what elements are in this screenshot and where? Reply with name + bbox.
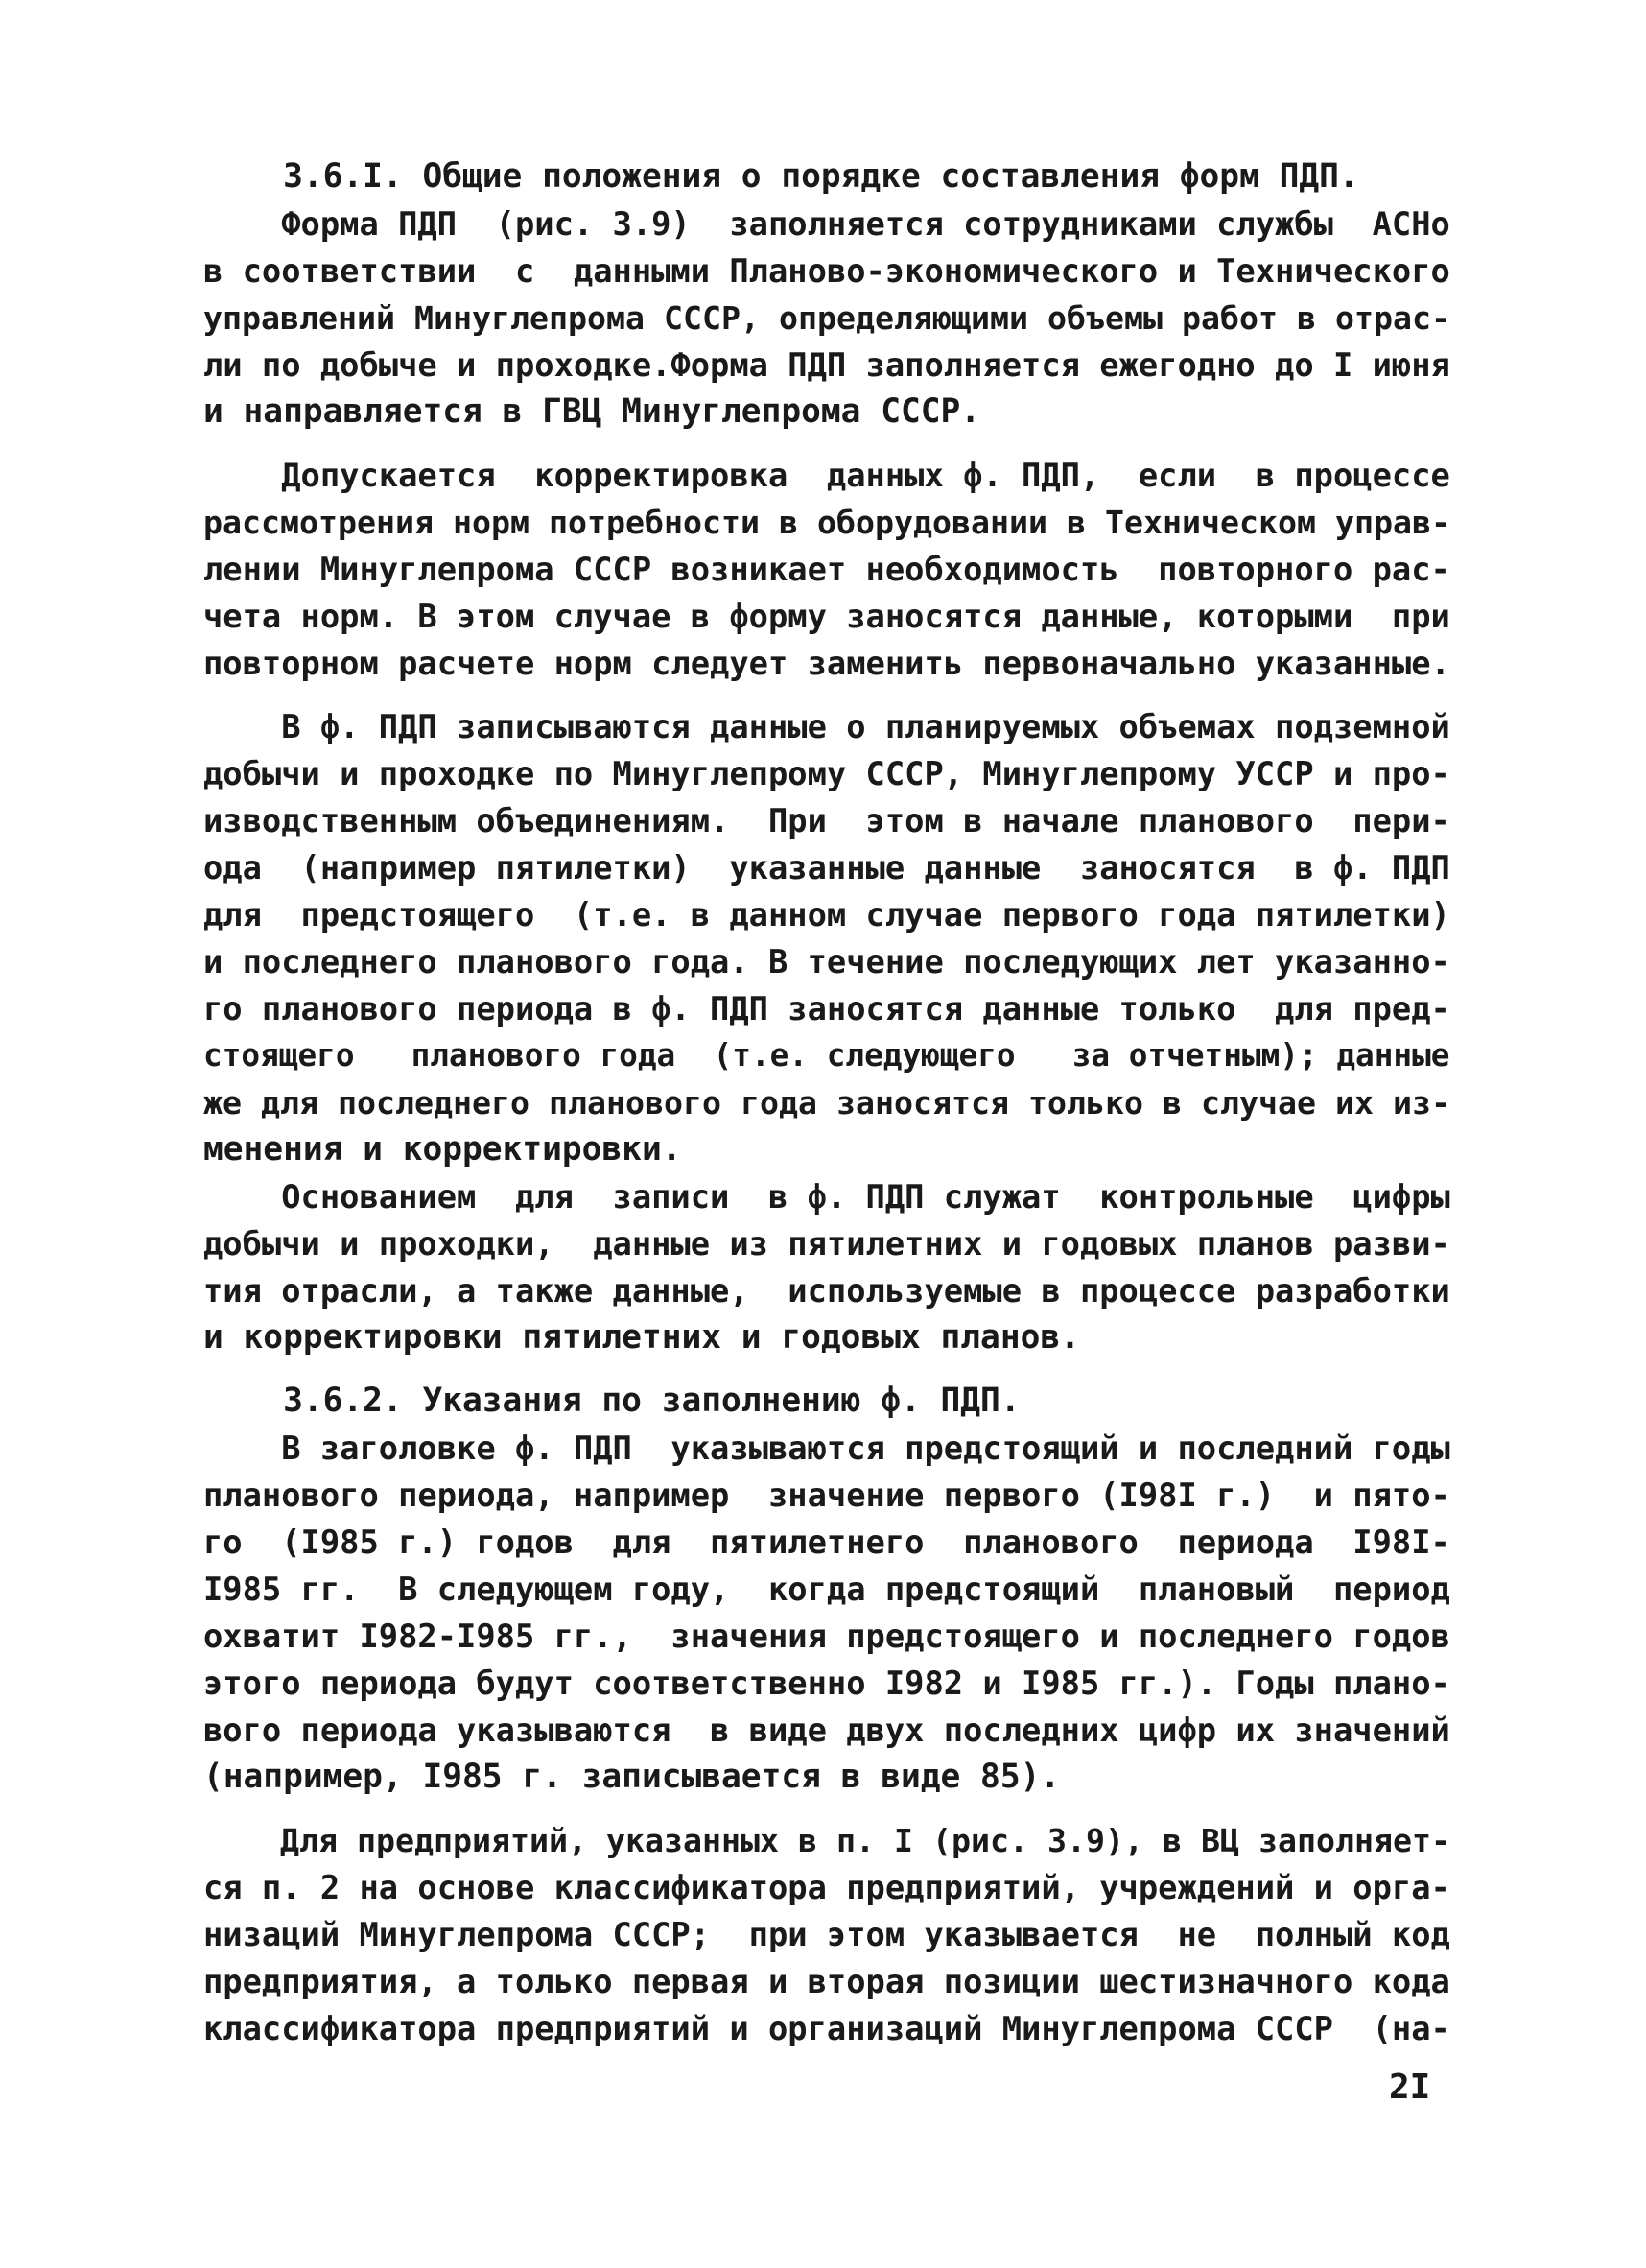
text-line: ли по добыче и проходке.Форма ПДП заполняется ежегодно до I июня — [203, 346, 1450, 384]
text-line: изводственным объединениям. При этом в начале планового пери- — [203, 802, 1450, 839]
text-line: и последнего планового года. В течение последующих лет указанно- — [203, 943, 1450, 980]
text-line: Для предприятий, указанных в п. I (рис. 3.9), в ВЦ заполняет- — [203, 1822, 1450, 1859]
text-line: повторном расчете норм следует заменить первоначально указанные. — [203, 645, 1450, 682]
text-line: тия отрасли, а также данные, используемые в процессе разработки — [203, 1272, 1450, 1310]
text-line: добычи и проходке по Минуглепрому СССР, Минуглепрому УССР и про- — [203, 755, 1450, 792]
text-line: В заголовке ф. ПДП указываются предстоящий и последний годы — [203, 1429, 1450, 1467]
text-line: и направляется в ГВЦ Минуглепрома СССР. — [203, 392, 981, 431]
text-line: стоящего планового года (т.е. следующего за отчетным); данные — [203, 1037, 1450, 1074]
text-line: и корректировки пятилетних и годовых планов. — [203, 1318, 1080, 1357]
text-line: классификатора предприятий и организаций Минуглепрома СССР (на- — [203, 2010, 1450, 2047]
page-number: 2I — [1389, 2067, 1431, 2107]
section-heading-3-6-2: 3.6.2. Указания по заполнению ф. ПДП. — [203, 1382, 1021, 1420]
section-heading-3-6-1: 3.6.I. Общие положения о порядке составления форм ПДП. — [203, 157, 1359, 196]
text-line: добычи и проходки, данные из пятилетних и годовых планов разви- — [203, 1225, 1450, 1263]
text-line: ся п. 2 на основе классификатора предприятий, учреждений и орга- — [203, 1869, 1450, 1906]
text-line: низаций Минуглепрома СССР; при этом указывается не полный код — [203, 1916, 1450, 1953]
text-line: Форма ПДП (рис. 3.9) заполняется сотрудниками службы АСНо — [203, 205, 1450, 243]
text-line: лении Минуглепрома СССР возникает необходимость повторного рас- — [203, 551, 1450, 588]
text-line: рассмотрения норм потребности в оборудовании в Техническом управ- — [203, 504, 1450, 541]
text-line: предприятия, а только первая и вторая позиции шестизначного кода — [203, 1963, 1450, 2000]
text-line: го планового периода в ф. ПДП заносятся данные только для пред- — [203, 990, 1450, 1028]
text-line: вого периода указываются в виде двух последних цифр их значений — [203, 1712, 1450, 1749]
text-line: в соответствии с данными Планово-экономического и Технического — [203, 252, 1450, 290]
text-line: планового периода, например значение первого (I98I г.) и пято- — [203, 1477, 1450, 1514]
text-line: I985 гг. В следующем году, когда предстоящий плановый период — [203, 1571, 1450, 1608]
text-line: этого периода будут соответственно I982 и I985 гг.). Годы плано- — [203, 1665, 1450, 1702]
text-line: ода (например пятилетки) указанные данные заносятся в ф. ПДП — [203, 849, 1450, 886]
text-line: В ф. ПДП записываются данные о планируемых объемах подземной — [203, 708, 1450, 745]
text-line: Основанием для записи в ф. ПДП служат контрольные цифры — [203, 1178, 1450, 1216]
text-line: чета норм. В этом случае в форму заносятся данные, которыми при — [203, 598, 1450, 635]
text-line: управлений Минуглепрома СССР, определяющими объемы работ в отрас- — [203, 299, 1450, 337]
text-line: же для последнего планового года заносятся только в случае их из- — [203, 1084, 1450, 1122]
body-text — [203, 154, 1450, 2052]
text-line: го (I985 г.) годов для пятилетнего планового периода I98I- — [203, 1524, 1450, 1561]
text-line: охватит I982-I985 гг., значения предстоящего и последнего годов — [203, 1618, 1450, 1655]
text-line: менения и корректировки. — [203, 1130, 682, 1169]
text-line: (например, I985 г. записывается в виде 85). — [203, 1758, 1061, 1796]
text-line: для предстоящего (т.е. в данном случае первого года пятилетки) — [203, 896, 1450, 933]
text-line: Допускается корректировка данных ф. ПДП, если в процессе — [203, 457, 1450, 494]
